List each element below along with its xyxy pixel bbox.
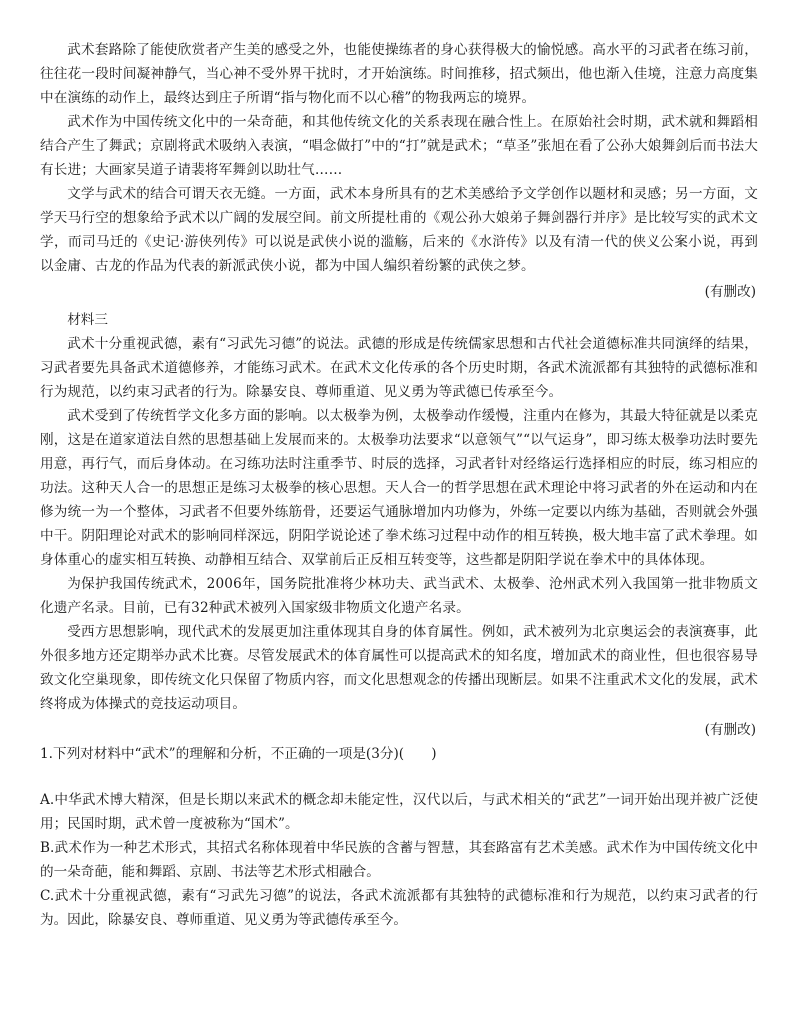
paragraph-literature: 文学与武术的结合可谓天衣无缝。一方面，武术本身所具有的艺术美感给予文学创作以题材和灵感；另一方面，文学天马行空的想象给予武术以广阔的发展空间。前文所提杜甫的《观公孙大娘弟子舞剑器行并序》是比较写实的武术文学，而司马迁的《史记·游侠列传》可以说是武侠小说的滥觞，后来的《水浒传》以及有清一代的侠义公案小说，再到以金庸、古龙的作品为代表的新派武侠小说，都为中国人编织着纷繁的武侠之梦。 xyxy=(40,186,758,274)
paragraph-taolu: 武术套路除了能使欣赏者产生美的感受之外，也能使操练者的身心获得极大的愉悦感。高水平的习武者在练习前，往往花一段时间凝神静气，当心神不受外界干扰时，才开始演练。时间推移，招式频出，他也渐入佳境，注意力高度集中在演练的动作上，最终达到庄子所谓“指与物化而不以心稽”的物我两忘的境界。 xyxy=(40,42,758,106)
paragraph-sports: 受西方思想影响，现代武术的发展更加注重体现其自身的体育属性。例如，武术被列为北京奥运会的表演赛事，此外很多地方还定期举办武术比赛。尽管发展武术的体育属性可以提高武术的知名度，增加武术的商业性，但也很容易导致文化空巢现象，即传统文化只保留了物质内容，而文化思想观念的传播出现断层。如果不注重武术文化的发展，武术终将成为体操式的竞技运动项目。 xyxy=(40,624,758,712)
answer-spacer xyxy=(40,766,758,788)
option-a: A.中华武术博大精深，但是长期以来武术的概念却未能定性，汉代以后，与武术相关的“武艺”一词开始出现并被广泛使用；民国时期，武术曾一度被称为“国术”。 xyxy=(40,792,758,832)
paragraph-fusion: 武术作为中国传统文化中的一朵奇葩，和其他传统文化的关系表现在融合性上。在原始社会时期，武术就和舞蹈相结合产生了舞武；京剧将武术吸纳入表演，“唱念做打”中的“打”就是武术；“草圣”张旭在看了公孙大娘舞剑后而书法大有长进；大画家吴道子请裴将军舞剑以助壮气…… xyxy=(40,114,758,178)
option-c: C.武术十分重视武德，素有“习武先习德”的说法，各武术流派都有其独特的武德标准和行为规范，以约束习武者的行为。因此，除暴安良、尊师重道、见义勇为等武德传承至今。 xyxy=(40,888,758,928)
material-heading: 材料三 xyxy=(67,312,108,328)
paragraph-philosophy: 武术受到了传统哲学文化多方面的影响。以太极拳为例，太极拳动作缓慢，注重内在修为，其最大特征就是以柔克刚，这是在道家道法自然的思想基础上发展而来的。太极拳功法要求“以意领气”“以气运身”，即习练太极拳功法时要先用意，再行气，而后身体动。在习练功法时注重季节、时辰的选择，习武者针对经络运行选择相应的时辰，练习相应的功法。这种天人合一的思想正是练习太极拳的核心思想。天人合一的哲学思想在武术理论中将习武者的外在运动和内在修为统一为一个整体，习武者不但要外练筋骨，还要运气通脉增加内功修为，外练一定要以内练为基础，否则就会外强中干。阴阳理论对武术的影响同样深远，阴阳学说论述了拳术练习过程中动作的相互转换，极大地丰富了武术拳理。如身体重心的虚实相互转换、动静相互结合、双掌前后正反相互转变等，这些都是阴阳学说在拳术中的具体体现。 xyxy=(40,408,758,568)
option-b: B.武术作为一种艺术形式，其招式名称体现着中华民族的含蓄与智慧，其套路富有艺术美感。武术作为中国传统文化中的一朵奇葩，能和舞蹈、京剧、书法等艺术形式相融合。 xyxy=(40,840,758,880)
source-note: (有删改) xyxy=(704,722,756,738)
paragraph-wude: 武术十分重视武德，素有“习武先习德”的说法。武德的形成是传统儒家思想和古代社会道德标准共同演绎的结果，习武者要先具备武术道德修养，才能练习武术。在武术文化传承的各个历史时期，各武术流派都有其独特的武德标准和行为规范，以约束习武者的行为。除暴安良、尊师重道、见义勇为等武德已传承至今。 xyxy=(40,336,758,400)
paragraph-heritage: 为保护我国传统武术，2006年，国务院批准将少林功夫、武当武术、太极拳、沧州武术列入我国第一批非物质文化遗产名录。目前，已有32种武术被列入国家级非物质文化遗产名录。 xyxy=(40,576,758,616)
source-note: (有删改) xyxy=(704,284,756,300)
document-page xyxy=(40,38,758,932)
question-stem: 1.下列对材料中“武术”的理解和分析，不正确的一项是(3分)( ) xyxy=(40,746,437,762)
